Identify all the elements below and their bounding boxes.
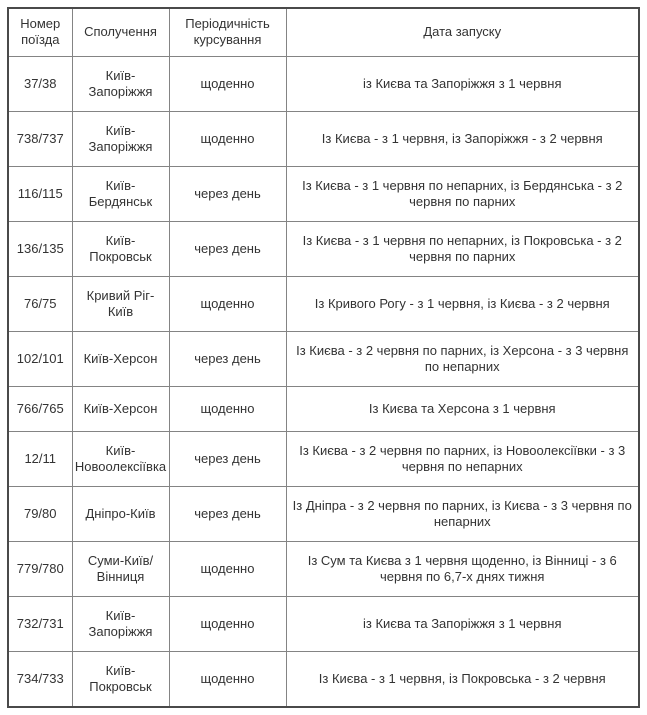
- cell-route: Київ-Запоріжжя: [72, 596, 169, 651]
- cell-route: Суми-Київ/ Вінниця: [72, 541, 169, 596]
- cell-train-number: 76/75: [8, 276, 72, 331]
- col-header-route: Сполучення: [72, 8, 169, 56]
- cell-launch-date: Із Сум та Києва з 1 червня щоденно, із Вінниці - з 6 червня по 6,7-х днях тижня: [286, 541, 639, 596]
- cell-route: Київ-Покровськ: [72, 651, 169, 707]
- col-header-launch-date: Дата запуску: [286, 8, 639, 56]
- cell-train-number: 766/765: [8, 386, 72, 431]
- cell-route: Київ-Запоріжжя: [72, 56, 169, 111]
- cell-launch-date: Із Кривого Рогу - з 1 червня, із Києва - з 2 червня: [286, 276, 639, 331]
- cell-launch-date: Із Дніпра - з 2 червня по парних, із Києва - з 3 червня по непарних: [286, 486, 639, 541]
- table-header: [8, 8, 639, 56]
- cell-launch-date: із Києва та Запоріжжя з 1 червня: [286, 56, 639, 111]
- cell-route: Київ-Запоріжжя: [72, 111, 169, 166]
- cell-train-number: 779/780: [8, 541, 72, 596]
- cell-launch-date: Із Києва - з 1 червня, із Запоріжжя - з 2 червня: [286, 111, 639, 166]
- cell-frequency: щоденно: [169, 276, 286, 331]
- cell-frequency: через день: [169, 486, 286, 541]
- cell-launch-date: Із Києва - з 2 червня по парних, із Новоолексіївки - з 3 червня по непарних: [286, 431, 639, 486]
- cell-launch-date: Із Києва - з 2 червня по парних, із Херсона - з 3 червня по непарних: [286, 331, 639, 386]
- col-header-train-number: Номер поїзда: [8, 8, 72, 56]
- col-header-frequency: Періодичність курсування: [169, 8, 286, 56]
- cell-frequency: щоденно: [169, 596, 286, 651]
- cell-launch-date: Із Києва та Херсона з 1 червня: [286, 386, 639, 431]
- cell-frequency: через день: [169, 431, 286, 486]
- table-row: [8, 386, 639, 431]
- cell-train-number: 732/731: [8, 596, 72, 651]
- cell-train-number: 37/38: [8, 56, 72, 111]
- table-row: [8, 166, 639, 221]
- header-row: [8, 8, 639, 56]
- table-row: [8, 541, 639, 596]
- cell-frequency: щоденно: [169, 111, 286, 166]
- table-row: [8, 56, 639, 111]
- cell-launch-date: Із Києва - з 1 червня по непарних, із Бердянська - з 2 червня по парних: [286, 166, 639, 221]
- cell-route: Київ-Покровськ: [72, 221, 169, 276]
- table-row: [8, 431, 639, 486]
- cell-train-number: 136/135: [8, 221, 72, 276]
- cell-train-number: 738/737: [8, 111, 72, 166]
- cell-launch-date: Із Києва - з 1 червня по непарних, із Покровська - з 2 червня по парних: [286, 221, 639, 276]
- cell-route: Київ-Бердянськ: [72, 166, 169, 221]
- table-body: [8, 56, 639, 707]
- cell-route: Дніпро-Київ: [72, 486, 169, 541]
- cell-train-number: 734/733: [8, 651, 72, 707]
- table-row: [8, 221, 639, 276]
- cell-route: Кривий Ріг-Київ: [72, 276, 169, 331]
- cell-launch-date: Із Києва - з 1 червня, із Покровська - з 2 червня: [286, 651, 639, 707]
- cell-route: Київ-Херсон: [72, 331, 169, 386]
- cell-launch-date: із Києва та Запоріжжя з 1 червня: [286, 596, 639, 651]
- table-row: [8, 331, 639, 386]
- table-row: [8, 596, 639, 651]
- table-row: [8, 651, 639, 707]
- cell-frequency: через день: [169, 221, 286, 276]
- cell-train-number: 12/11: [8, 431, 72, 486]
- cell-route: Київ-Новоолексіївка: [72, 431, 169, 486]
- table-row: [8, 486, 639, 541]
- cell-train-number: 102/101: [8, 331, 72, 386]
- cell-train-number: 79/80: [8, 486, 72, 541]
- table-row: [8, 111, 639, 166]
- cell-frequency: щоденно: [169, 541, 286, 596]
- cell-route: Київ-Херсон: [72, 386, 169, 431]
- table-row: [8, 276, 639, 331]
- cell-train-number: 116/115: [8, 166, 72, 221]
- train-schedule-table: [7, 7, 640, 708]
- cell-frequency: щоденно: [169, 651, 286, 707]
- cell-frequency: щоденно: [169, 386, 286, 431]
- cell-frequency: через день: [169, 331, 286, 386]
- cell-frequency: щоденно: [169, 56, 286, 111]
- cell-frequency: через день: [169, 166, 286, 221]
